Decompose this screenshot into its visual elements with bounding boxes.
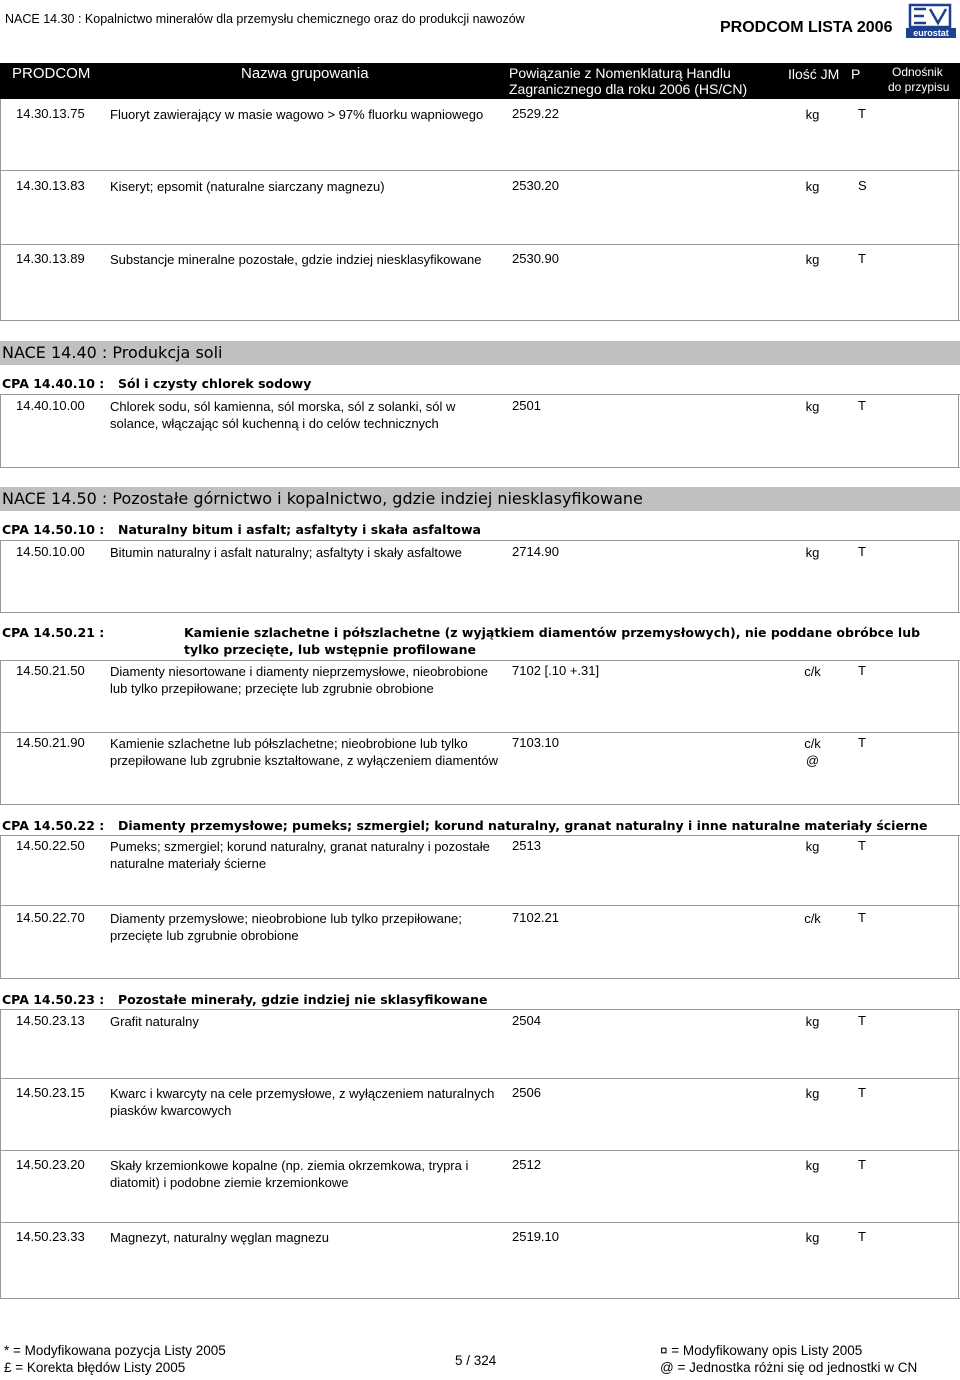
p-flag: T <box>858 838 866 853</box>
unit: kg <box>805 399 820 414</box>
page-header <box>0 0 960 62</box>
prodcom-code: 14.50.10.00 <box>16 544 85 559</box>
prodcom-code: 14.50.21.50 <box>16 663 85 678</box>
p-flag: T <box>858 398 866 413</box>
logo-text: eurostat <box>913 28 949 38</box>
unit: kg <box>805 179 820 194</box>
row-description: Diamenty przemysłowe; nieobrobione lub tylko przepiłowane; przecięte lub zgrubnie obrobione <box>110 911 462 943</box>
unit: kg <box>805 1086 820 1101</box>
row-divider <box>0 732 960 733</box>
cpa-name: Pozostałe minerały, gdzie indziej nie sklasyfikowane <box>118 992 488 1007</box>
page-number: 5 / 324 <box>455 1353 497 1368</box>
col-note-line2: do przypisu <box>888 80 950 94</box>
unit: kg <box>805 1158 820 1173</box>
p-flag: T <box>858 544 866 559</box>
row-divider <box>0 1298 960 1299</box>
grid-line <box>0 835 1 979</box>
cpa-code: CPA 14.50.23 : <box>2 992 105 1007</box>
grid-line <box>958 540 959 613</box>
unit: c/k <box>804 911 821 926</box>
row-divider <box>0 540 960 541</box>
p-flag: T <box>858 1085 866 1100</box>
unit: kg <box>805 1014 820 1029</box>
p-flag: T <box>858 910 866 925</box>
row-divider <box>0 320 960 321</box>
p-flag: S <box>858 178 867 193</box>
row-divider <box>0 467 960 468</box>
grid-line <box>0 394 1 468</box>
p-flag: T <box>858 1229 866 1244</box>
row-divider <box>0 1150 960 1151</box>
grid-line <box>958 660 959 805</box>
col-p: P <box>851 66 861 82</box>
column-header <box>0 63 960 99</box>
row-description: Fluoryt zawierający w masie wagowo > 97% fluorku wapniowego <box>110 107 484 122</box>
row-description: Substancje mineralne pozostałe, gdzie indziej niesklasyfikowane <box>110 252 482 267</box>
prodcom-code: 14.50.23.33 <box>16 1229 85 1244</box>
p-flag: T <box>858 735 866 750</box>
unit: kg <box>805 545 820 560</box>
row-divider <box>0 660 960 661</box>
grid-line <box>0 540 1 613</box>
cpa-code: CPA 14.50.10 : <box>2 522 105 537</box>
cpa-code: CPA 14.50.21 : <box>2 625 105 640</box>
grid-line <box>0 660 1 805</box>
cn-code: 2506 <box>512 1085 541 1100</box>
col-unit: Ilość JM <box>788 66 840 82</box>
row-description: Diamenty niesortowane i diamenty nieprzemysłowe, nieobrobione lub tylko przepiłowane; przecięte lub zgrubnie obrobione <box>110 664 488 696</box>
nace-section-heading: NACE 14.40 : Produkcja soli <box>0 341 960 365</box>
row-divider <box>0 978 960 979</box>
row-description: Bitumin naturalny i asfalt naturalny; asfaltyty i skały asfaltowe <box>110 545 462 560</box>
cn-code: 7102.21 <box>512 910 559 925</box>
cpa-name: Naturalny bitum i asfalt; asfaltyty i skała asfaltowa <box>118 522 481 537</box>
row-divider <box>0 170 960 171</box>
nace-section-heading: NACE 14.50 : Pozostałe górnictwo i kopalnictwo, gdzie indziej niesklasyfikowane <box>0 487 960 511</box>
row-divider <box>0 394 960 395</box>
col-hs-line2: Zagranicznego dla roku 2006 (HS/CN) <box>509 81 748 97</box>
prodcom-code: 14.40.10.00 <box>16 398 85 413</box>
unit: kg <box>805 1230 820 1245</box>
row-divider <box>0 612 960 613</box>
prodcom-code: 14.50.22.70 <box>16 910 85 925</box>
row-description: Kiseryt; epsomit (naturalne siarczany magnezu) <box>110 179 385 194</box>
cpa-name: Sól i czysty chlorek sodowy <box>118 376 312 391</box>
p-flag: T <box>858 663 866 678</box>
p-flag: T <box>858 106 866 121</box>
row-description: Kamienie szlachetne lub półszlachetne; nieobrobione lub tylko przepiłowane lub zgrubnie kształtowane, z wyłączeniem diamentów <box>110 736 499 768</box>
cn-code: 2714.90 <box>512 544 559 559</box>
cn-code: 7102 [.10 +.31] <box>512 663 600 678</box>
col-hs-line1: Powiązanie z Nomenklaturą Handlu <box>509 65 731 81</box>
row-divider <box>0 244 960 245</box>
cn-code: 2504 <box>512 1013 541 1028</box>
grid-line <box>0 1009 1 1299</box>
cn-code: 2512 <box>512 1157 541 1172</box>
grid-line <box>0 99 1 321</box>
prodcom-code: 14.30.13.75 <box>16 106 85 121</box>
row-divider <box>0 905 960 906</box>
row-divider <box>0 1222 960 1223</box>
footer-legend-left-2: £ = Korekta błędów Listy 2005 <box>4 1360 186 1375</box>
p-flag: T <box>858 1157 866 1172</box>
unit: kg <box>805 107 820 122</box>
breadcrumb: NACE 14.30 : Kopalnictwo minerałów dla przemysłu chemicznego oraz do produkcji nawozów <box>5 12 525 26</box>
unit: c/k @ <box>804 736 821 768</box>
cn-code: 7103.10 <box>512 735 559 750</box>
footer-legend-left-1: * = Modyfikowana pozycja Listy 2005 <box>4 1343 226 1358</box>
cpa-code: CPA 14.50.22 : <box>2 818 105 833</box>
row-description: Chlorek sodu, sól kamienna, sól morska, sól z solanki, sól w solance, włączając sól kuchenną i do celów technicznych <box>110 399 456 431</box>
list-title: PRODCOM LISTA 2006 <box>720 19 893 36</box>
cn-code: 2530.20 <box>512 178 559 193</box>
prodcom-code: 14.50.23.20 <box>16 1157 85 1172</box>
grid-line <box>958 835 959 979</box>
prodcom-code: 14.50.23.15 <box>16 1085 85 1100</box>
footer-legend-right-1: ¤ = Modyfikowany opis Listy 2005 <box>660 1343 863 1358</box>
prodcom-code: 14.30.13.83 <box>16 178 85 193</box>
cpa-name: Kamienie szlachetne i półszlachetne (z wyjątkiem diamentów przemysłowych), nie poddane obróbce lub tylko przecięte, lub wstępnie profilowane <box>184 625 921 657</box>
unit: c/k <box>804 664 821 679</box>
p-flag: T <box>858 1013 866 1028</box>
prodcom-code: 14.50.21.90 <box>16 735 85 750</box>
unit: kg <box>805 839 820 854</box>
row-description: Skały krzemionkowe kopalne (np. ziemia okrzemkowa, trypra i diatomit) i podobne ziemie krzemionkowe <box>110 1158 469 1190</box>
row-divider <box>0 1009 960 1010</box>
prodcom-code: 14.50.23.13 <box>16 1013 85 1028</box>
row-divider <box>0 835 960 836</box>
cn-code: 2513 <box>512 838 541 853</box>
row-description: Kwarc i kwarcyty na cele przemysłowe, z wyłączeniem naturalnych piasków kwarcowych <box>110 1086 495 1118</box>
col-name: Nazwa grupowania <box>241 65 369 82</box>
eurostat-logo <box>904 3 958 39</box>
row-divider <box>0 1078 960 1079</box>
unit: kg <box>805 252 820 267</box>
cpa-name: Diamenty przemysłowe; pumeks; szmergiel; korund naturalny, granat naturalny i inne naturalne materiały ścierne <box>118 818 928 833</box>
grid-line <box>958 99 959 321</box>
cn-code: 2530.90 <box>512 251 559 266</box>
prodcom-code: 14.30.13.89 <box>16 251 85 266</box>
row-description: Grafit naturalny <box>110 1014 199 1029</box>
cpa-code: CPA 14.40.10 : <box>2 376 105 391</box>
row-description: Magnezyt, naturalny węglan magnezu <box>110 1230 329 1245</box>
grid-line <box>958 394 959 468</box>
footer-legend-right-2: @ = Jednostka różni się od jednostki w CN <box>660 1360 918 1375</box>
row-description: Pumeks; szmergiel; korund naturalny, granat naturalny i pozostałe naturalne materiały ścierne <box>110 839 490 871</box>
p-flag: T <box>858 251 866 266</box>
cn-code: 2501 <box>512 398 541 413</box>
grid-line <box>958 1009 959 1299</box>
prodcom-code: 14.50.22.50 <box>16 838 85 853</box>
col-note-line1: Odnośnik <box>892 65 943 79</box>
cn-code: 2519.10 <box>512 1229 559 1244</box>
col-prodcom: PRODCOM <box>12 65 91 82</box>
cn-code: 2529.22 <box>512 106 559 121</box>
row-divider <box>0 804 960 805</box>
